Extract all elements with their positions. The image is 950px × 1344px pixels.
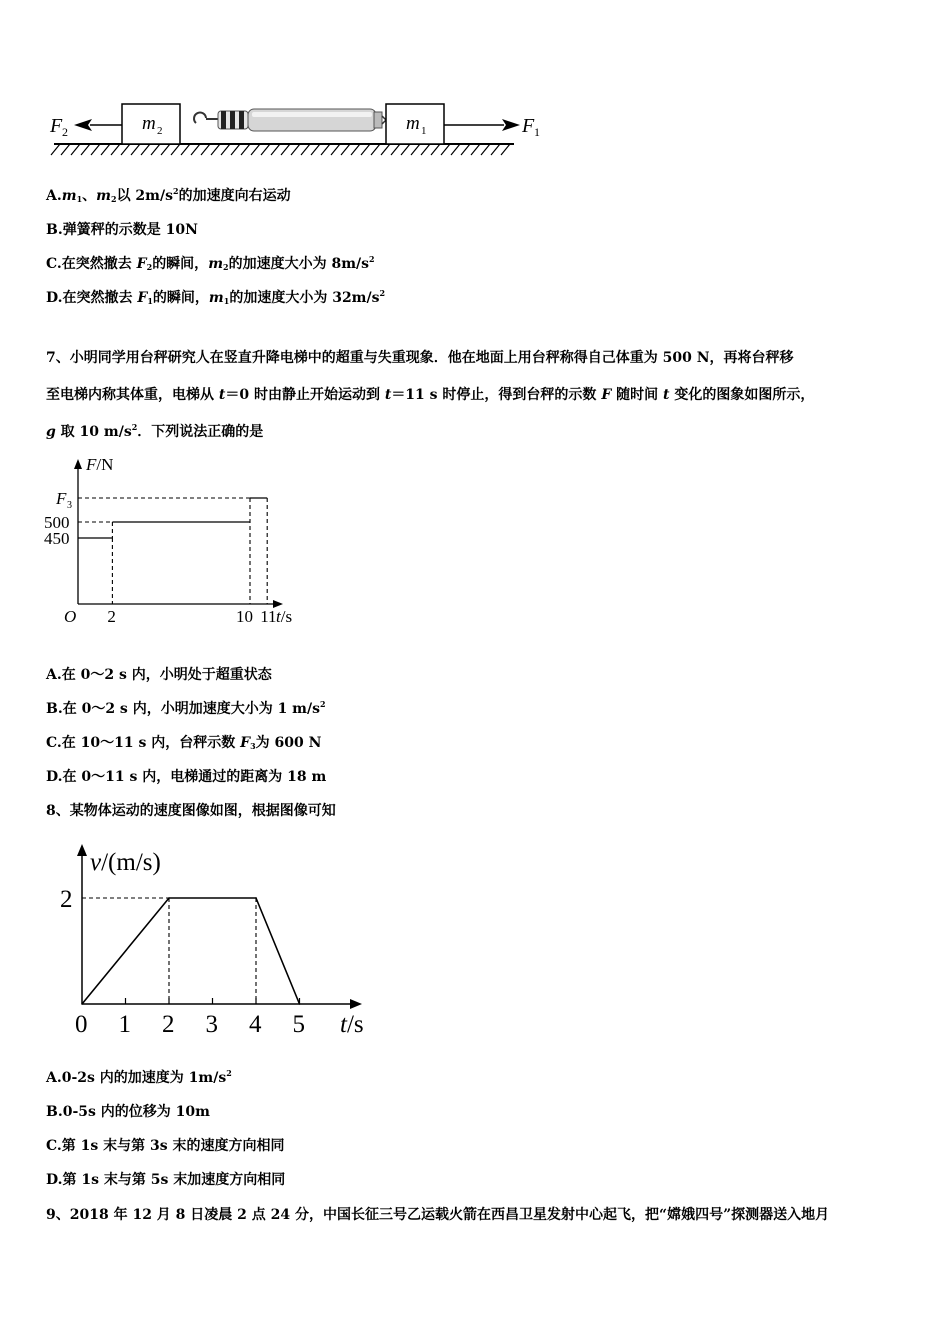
hatch-mark <box>191 144 200 155</box>
hatch-mark <box>91 144 100 155</box>
arrow-f2-head <box>74 119 92 131</box>
hatch-mark <box>451 144 460 155</box>
y-tick-label: 2 <box>60 886 73 913</box>
hatch-mark <box>131 144 140 155</box>
y-tick-label: 500 <box>44 513 70 532</box>
x-tick-label: 2 <box>162 1011 175 1038</box>
hatch-mark <box>141 144 150 155</box>
hatch-mark <box>101 144 110 155</box>
hatch-mark <box>161 144 170 155</box>
y-axis-label: F/N <box>86 455 114 474</box>
hatch-mark <box>251 144 260 155</box>
hatch-mark <box>401 144 410 155</box>
y-tick-f3-sub: 3 <box>67 500 72 511</box>
q8-option-c: C.第 1s 末与第 3s 末的速度方向相同 <box>46 1138 285 1154</box>
x-axis-label: t/s <box>340 1011 364 1038</box>
hatch-mark <box>111 144 120 155</box>
label-f1-sub: 1 <box>534 125 540 139</box>
hatch-mark <box>371 144 380 155</box>
force-time-chart <box>40 450 320 635</box>
spring-coil <box>218 111 248 129</box>
q7-option-c: C.在 10～11 s 内，台秤示数 $F_3$为 600 N <box>46 735 322 751</box>
hatch-mark <box>231 144 240 155</box>
q7-stem-line-3: g 取 10 $m/s^2$．下列说法正确的是 <box>46 422 264 440</box>
scale-cap <box>374 112 382 128</box>
q9-stem-line-1: 9、2018 年 12 月 8 日凌晨 2 点 24 分，中国长征三号乙运载火箭在西昌卫星发射中心起飞，把“嫦娥四号”探测器送入地月 <box>46 1207 830 1223</box>
hatch-mark <box>491 144 500 155</box>
hatch-mark <box>461 144 470 155</box>
ground-hatching <box>51 144 510 155</box>
q7-option-a: A.在 0～2 s 内，小明处于超重状态 <box>46 667 272 683</box>
q8-stem: 8、某物体运动的速度图像如图，根据图像可知 <box>46 803 336 819</box>
spring-hook <box>194 113 206 123</box>
x-tick-label: 4 <box>249 1011 262 1038</box>
x-axis-label: t/s <box>276 607 293 626</box>
velocity-point <box>81 1003 83 1005</box>
hatch-mark <box>321 144 330 155</box>
hatch-mark <box>411 144 420 155</box>
hatch-mark <box>431 144 440 155</box>
hatch-mark <box>281 144 290 155</box>
arrow-f1-head <box>502 119 520 131</box>
x-tick-label: 0 <box>75 1011 88 1038</box>
q8-option-d: D.第 1s 末与第 5s 末加速度方向相同 <box>46 1172 286 1188</box>
q6-option-c: C.在突然撤去 $F_2$的瞬间，$m_2$的加速度大小为 $8m/s^2$ <box>46 254 375 272</box>
hatch-mark <box>471 144 480 155</box>
hatch-mark <box>211 144 220 155</box>
hatch-mark <box>261 144 270 155</box>
q6-option-a: $A.m_1$、$m_2$以 $2m/s^2$的加速度向右运动 <box>46 186 291 204</box>
label-m1-sub: 1 <box>421 125 427 137</box>
hatch-mark <box>341 144 350 155</box>
hatch-mark <box>241 144 250 155</box>
hatch-mark <box>71 144 80 155</box>
q6-option-d: D.在突然撤去 $F_1$的瞬间，$m_1$的加速度大小为 $32m/s^2$ <box>46 288 386 306</box>
velocity-series-line <box>82 898 300 1004</box>
x-tick-label: 3 <box>205 1011 218 1038</box>
hatch-mark <box>151 144 160 155</box>
y-tick-label: 450 <box>44 529 70 548</box>
hatch-mark <box>201 144 210 155</box>
x-tick-label: 5 <box>292 1011 305 1038</box>
q7-stem-line-2: 至电梯内称其体重，电梯从 t＝0 时由静止开始运动到 t＝11 s 时停止，得到台秤的示数 F 随时间 t 变化的图象如图所示， <box>46 387 815 403</box>
label-f2-sub: 2 <box>62 125 68 139</box>
q7-option-d: D.在 0～11 s 内，电梯通过的距离为 18 m <box>46 769 327 785</box>
hatch-mark <box>501 144 510 155</box>
y-axis-arrow <box>77 844 87 856</box>
y-tick-f3: F <box>56 489 67 508</box>
origin-label: O <box>64 607 77 626</box>
x-tick-label: 1 <box>118 1011 131 1038</box>
hatch-mark <box>331 144 340 155</box>
q7-stem-line-1: 7、小明同学用台秤研究人在竖直升降电梯中的超重与失重现象．他在地面上用台秤称得自己体重为 500 N，再将台秤移 <box>46 350 794 366</box>
hatch-mark <box>441 144 450 155</box>
hatch-mark <box>221 144 230 155</box>
hatch-mark <box>51 144 60 155</box>
hatch-mark <box>121 144 130 155</box>
x-tick-label: 10 <box>236 607 253 626</box>
hatch-mark <box>61 144 70 155</box>
hatch-mark <box>311 144 320 155</box>
q6-option-b: B.弹簧秤的示数是 10N <box>46 222 198 238</box>
x-tick-label: 2 <box>107 607 116 626</box>
x-axis-arrow <box>350 999 362 1009</box>
velocity-time-chart <box>50 838 380 1043</box>
hatch-mark <box>351 144 360 155</box>
hatch-mark <box>301 144 310 155</box>
hatch-mark <box>171 144 180 155</box>
hatch-mark <box>81 144 90 155</box>
hatch-mark <box>381 144 390 155</box>
label-m2: m <box>142 113 156 134</box>
hatch-mark <box>481 144 490 155</box>
label-m1: m <box>406 113 420 134</box>
y-axis-label: v/(m/s) <box>90 849 161 876</box>
y-axis-arrow <box>74 459 82 469</box>
hatch-mark <box>391 144 400 155</box>
label-m2-sub: 2 <box>157 125 163 137</box>
hatch-mark <box>421 144 430 155</box>
label-f2: F <box>50 115 63 137</box>
x-tick-label: 11 <box>260 607 277 626</box>
spring-scale-figure <box>40 94 560 160</box>
hatch-mark <box>361 144 370 155</box>
hatch-mark <box>271 144 280 155</box>
label-f1: F <box>522 115 535 137</box>
q8-option-b: B.0-5s 内的位移为 10m <box>46 1104 210 1120</box>
hatch-mark <box>181 144 190 155</box>
q7-option-b: B.在 0～2 s 内，小明加速度大小为 1 $m/s^2$ <box>46 699 326 717</box>
hatch-mark <box>291 144 300 155</box>
q8-option-a: A.0-2s 内的加速度为 $1m/s^2$ <box>46 1068 232 1086</box>
